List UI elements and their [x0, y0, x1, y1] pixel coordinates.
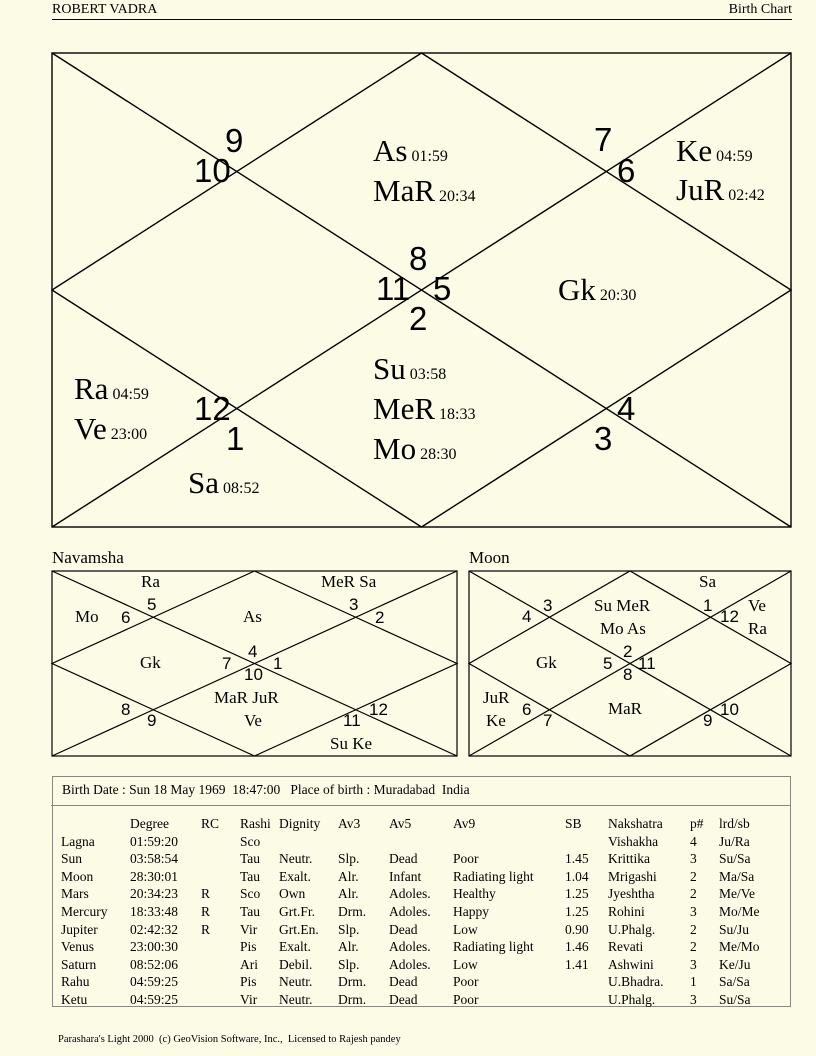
navamsha-text-su-ke: Su Ke — [330, 734, 373, 753]
table-cell: 1 — [690, 974, 697, 990]
table-row — [58, 833, 773, 851]
moon-text-su-mer: Su MeR — [594, 596, 651, 615]
table-cell — [198, 973, 237, 991]
table-cell: Exalt. — [279, 939, 311, 955]
planet-mo: Mo 28:30 — [373, 431, 457, 466]
table-cell: Adoles. — [389, 956, 431, 972]
navamsha-text-mo: Mo — [75, 607, 99, 626]
table-cell — [562, 833, 605, 851]
table-header-cell: Av5 — [389, 816, 412, 831]
table-row — [58, 973, 773, 991]
table-cell: Neutr. — [279, 991, 313, 1007]
table-cell — [198, 938, 237, 956]
table-cell: Neutr. — [279, 974, 313, 990]
info-divider — [51, 805, 790, 806]
navamsha-text-gk: Gk — [140, 653, 161, 672]
table-cell: Ketu — [61, 991, 88, 1007]
rasi-house-4: 4 — [617, 390, 636, 427]
table-header-cell: Degree — [130, 816, 169, 831]
table-cell: 4 — [690, 833, 697, 849]
table-cell: Debil. — [279, 956, 313, 972]
table-cell: Tau — [240, 851, 261, 867]
table-cell — [562, 991, 605, 1009]
rasi-house-11: 11 — [376, 270, 411, 307]
moon-text-ke: Ke — [486, 711, 506, 730]
table-cell: Mrigashi — [608, 868, 657, 884]
table-cell: Lagna — [61, 833, 95, 849]
table-cell: Ari — [240, 956, 258, 972]
birth-details: Birth Date : Sun 18 May 1969 18:47:00 Place of birth : Muradabad India — [62, 782, 470, 797]
table-cell: Alr. — [338, 868, 359, 884]
moon-num-10: 10 — [720, 700, 739, 719]
table-cell: 2 — [690, 921, 697, 937]
native-name: ROBERT VADRA — [52, 2, 158, 17]
planet-sa: Sa 08:52 — [188, 465, 260, 500]
moon-text-ra: Ra — [748, 619, 767, 638]
table-cell: U.Bhadra. — [608, 974, 664, 990]
moon-text-mar: MaR — [608, 699, 642, 718]
table-header-cell: RC — [201, 816, 220, 831]
table-header-cell: Rashi — [240, 816, 271, 831]
table-cell: Dead — [389, 921, 418, 937]
table-cell: Slp. — [338, 956, 360, 972]
navamsha-num-1: 1 — [273, 654, 283, 673]
navamsha-num-8: 8 — [121, 700, 131, 719]
table-cell: 20:34:23 — [130, 886, 179, 902]
table-header-cell: Av9 — [453, 816, 476, 831]
planet-as: As 01:59 — [373, 133, 448, 168]
table-cell — [386, 833, 450, 851]
table-cell: Pis — [240, 939, 257, 955]
rasi-house-5: 5 — [433, 270, 452, 307]
rasi-house-7: 7 — [594, 121, 613, 158]
table-cell: Mercury — [61, 903, 108, 919]
footer-credit: Parashara's Light 2000 (c) GeoVision Software, Inc., Licensed to Rajesh pandey — [58, 1034, 401, 1045]
table-cell: Krittika — [608, 851, 650, 867]
navamsha-num-10: 10 — [244, 665, 263, 684]
table-cell: Poor — [453, 851, 479, 867]
table-header-row — [58, 815, 773, 833]
table-cell: 0.90 — [565, 921, 589, 937]
table-cell: Mars — [61, 886, 89, 902]
table-cell: 2 — [690, 886, 697, 902]
rasi-house-1: 1 — [226, 420, 245, 457]
table-cell: Ke/Ju — [719, 956, 751, 972]
table-cell: 3 — [690, 956, 697, 972]
table-cell: Vir — [240, 991, 258, 1007]
planet-mar: MaR 20:34 — [373, 173, 476, 208]
table-cell — [335, 833, 386, 851]
navamsha-num-12: 12 — [369, 700, 388, 719]
table-cell — [198, 868, 237, 886]
navamsha-num-4: 4 — [248, 642, 258, 661]
table-cell: Me/Ve — [719, 886, 755, 902]
table-cell: Su/Sa — [719, 991, 751, 1007]
table-cell: 2 — [690, 868, 697, 884]
table-cell: Tau — [240, 903, 261, 919]
table-cell: Revati — [608, 939, 644, 955]
table-cell: Adoles. — [389, 886, 431, 902]
table-cell: Ju/Ra — [719, 833, 750, 849]
navamsha-text-mer-sa: MeR Sa — [321, 572, 377, 591]
table-cell — [562, 973, 605, 991]
table-cell: R — [201, 886, 211, 902]
table-cell: Dead — [389, 974, 418, 990]
moon-num-6: 6 — [522, 700, 532, 719]
table-cell: Poor — [453, 991, 479, 1007]
navamsha-num-7: 7 — [222, 654, 232, 673]
table-cell: Poor — [453, 974, 479, 990]
table-cell: Radiating light — [453, 939, 534, 955]
moon-text-gk: Gk — [536, 653, 557, 672]
table-cell: Rahu — [61, 974, 90, 990]
table-cell: Mo/Me — [719, 903, 760, 919]
table-header-cell: p# — [690, 816, 704, 831]
table-cell — [198, 991, 237, 1009]
table-cell: Tau — [240, 868, 261, 884]
moon-num-11: 11 — [638, 654, 656, 673]
table-cell: 1.04 — [565, 868, 589, 884]
table-cell: Rohini — [608, 903, 645, 919]
table-cell: Healthy — [453, 886, 496, 902]
table-cell: Low — [453, 921, 478, 937]
table-cell: Dead — [389, 851, 418, 867]
moon-text-sa: Sa — [699, 572, 716, 591]
table-cell: Grt.Fr. — [279, 903, 316, 919]
table-cell: 04:59:25 — [130, 991, 179, 1007]
moon-num-5: 5 — [603, 654, 613, 673]
navamsha-text-as: As — [243, 607, 262, 626]
table-cell: Low — [453, 956, 478, 972]
table-cell: U.Phalg. — [608, 921, 656, 937]
table-cell: Vishakha — [608, 833, 659, 849]
moon-num-4: 4 — [522, 607, 532, 626]
navamsha-text-mar-jur: MaR JuR — [214, 688, 279, 707]
table-cell: Adoles. — [389, 903, 431, 919]
table-cell — [450, 833, 562, 851]
table-cell — [198, 850, 237, 868]
table-cell: 2 — [690, 939, 697, 955]
table-cell: Sco — [240, 833, 261, 849]
table-cell — [198, 833, 237, 851]
table-cell: Ashwini — [608, 956, 654, 972]
table-cell: Vir — [240, 921, 258, 937]
table-cell: Exalt. — [279, 868, 311, 884]
table-cell: 03:58:54 — [130, 851, 179, 867]
moon-text-ve: Ve — [748, 596, 766, 615]
table-cell: Moon — [61, 868, 94, 884]
table-cell: Me/Mo — [719, 939, 760, 955]
table-cell: Slp. — [338, 851, 360, 867]
table-cell: Slp. — [338, 921, 360, 937]
table-cell — [198, 956, 237, 974]
table-header-cell: Av3 — [338, 816, 361, 831]
table-cell: Adoles. — [389, 939, 431, 955]
table-cell: Dead — [389, 991, 418, 1007]
table-cell: U.Phalg. — [608, 991, 656, 1007]
rasi-house-2: 2 — [409, 300, 428, 337]
table-cell: 3 — [690, 903, 697, 919]
table-cell: Drm. — [338, 903, 367, 919]
moon-num-1: 1 — [703, 596, 713, 615]
rasi-house-8: 8 — [409, 240, 428, 277]
planet-ra: Ra 04:59 — [74, 371, 149, 406]
table-cell: Drm. — [338, 991, 367, 1007]
planet-ke: Ke 04:59 — [676, 133, 753, 168]
table-cell: 04:59:25 — [130, 974, 179, 990]
table-cell: 28:30:01 — [130, 868, 179, 884]
table-header-cell: SB — [565, 816, 582, 831]
rasi-house-9: 9 — [225, 122, 244, 159]
table-cell: Drm. — [338, 974, 367, 990]
rasi-house-10: 10 — [194, 152, 231, 189]
table-row — [58, 938, 773, 956]
planet-jur: JuR 02:42 — [676, 172, 765, 207]
moon-num-2: 2 — [623, 642, 633, 661]
table-cell: Sco — [240, 886, 261, 902]
table-row — [58, 885, 773, 903]
table-cell: Sa/Sa — [719, 974, 750, 990]
table-cell: Alr. — [338, 939, 359, 955]
table-row — [58, 921, 773, 939]
table-row — [58, 850, 773, 868]
table-cell: Jyeshtha — [608, 886, 655, 902]
rasi-house-6: 6 — [617, 152, 636, 189]
moon-text-jur: JuR — [483, 688, 510, 707]
table-cell: Own — [279, 886, 306, 902]
table-cell: 1.41 — [565, 956, 589, 972]
table-cell: Su/Sa — [719, 851, 751, 867]
moon-num-9: 9 — [703, 711, 713, 730]
table-row — [58, 868, 773, 886]
navamsha-num-2: 2 — [375, 608, 385, 627]
table-cell: Ma/Sa — [719, 868, 755, 884]
table-row — [58, 991, 773, 1009]
table-cell: 1.25 — [565, 886, 589, 902]
moon-num-12: 12 — [720, 607, 739, 626]
table-cell: Pis — [240, 974, 257, 990]
navamsha-num-5: 5 — [147, 595, 157, 614]
moon-num-7: 7 — [543, 711, 553, 730]
chart-title: Birth Chart — [728, 2, 792, 17]
table-cell: 1.46 — [565, 939, 589, 955]
table-cell: 3 — [690, 851, 697, 867]
table-cell: 1.45 — [565, 851, 589, 867]
table-cell: Radiating light — [453, 868, 534, 884]
planet-ve: Ve 23:00 — [74, 411, 148, 446]
table-cell: Jupiter — [61, 921, 98, 937]
rasi-house-12: 12 — [194, 390, 231, 427]
table-cell: 01:59:20 — [130, 833, 179, 849]
table-cell: 3 — [690, 991, 697, 1007]
planet-table — [58, 815, 773, 1009]
table-cell: Sun — [61, 851, 83, 867]
header-rule — [52, 19, 792, 20]
table-cell: 02:42:32 — [130, 921, 179, 937]
table-cell: 1.25 — [565, 903, 589, 919]
navamsha-num-11: 11 — [343, 711, 361, 730]
planet-mer: MeR 18:33 — [373, 391, 476, 426]
table-cell: 08:52:06 — [130, 956, 179, 972]
table-cell: Grt.En. — [279, 921, 319, 937]
table-row — [58, 956, 773, 974]
table-cell: R — [201, 903, 211, 919]
table-header-cell: lrd/sb — [719, 816, 750, 831]
navamsha-title: Navamsha — [52, 548, 124, 567]
table-cell: Su/Ju — [719, 921, 750, 937]
table-cell: Saturn — [61, 956, 97, 972]
table-cell — [276, 833, 335, 851]
table-cell: Infant — [389, 868, 422, 884]
rasi-house-3: 3 — [594, 420, 613, 457]
table-header-cell: Nakshatra — [608, 816, 663, 831]
moon-num-3: 3 — [543, 596, 553, 615]
table-cell: 23:00:30 — [130, 939, 179, 955]
table-cell: Neutr. — [279, 851, 313, 867]
planet-gk: Gk 20:30 — [558, 272, 637, 307]
table-cell: Alr. — [338, 886, 359, 902]
navamsha-num-3: 3 — [349, 595, 359, 614]
table-header-cell — [58, 815, 127, 833]
navamsha-text-ve: Ve — [244, 711, 262, 730]
navamsha-num-9: 9 — [147, 711, 157, 730]
moon-num-8: 8 — [623, 665, 633, 684]
navamsha-num-6: 6 — [121, 608, 131, 627]
moon-chart-title: Moon — [469, 548, 510, 567]
table-cell: 18:33:48 — [130, 903, 179, 919]
table-cell: Venus — [61, 939, 94, 955]
table-cell: R — [201, 921, 211, 937]
moon-text-mo-as: Mo As — [600, 619, 646, 638]
table-header-cell: Dignity — [279, 816, 321, 831]
navamsha-text-ra: Ra — [141, 572, 160, 591]
table-row — [58, 903, 773, 921]
planet-su: Su 03:58 — [373, 351, 447, 386]
table-cell: Happy — [453, 903, 489, 919]
